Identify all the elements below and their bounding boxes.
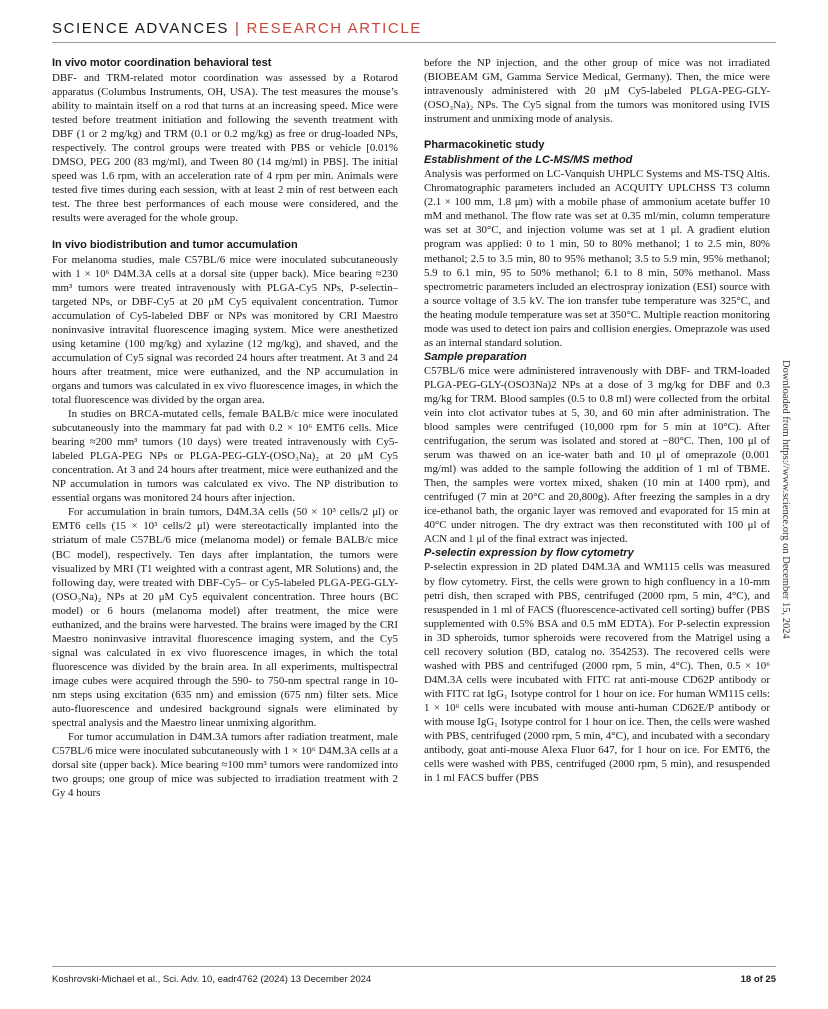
paragraph: For melanoma studies, male C57BL/6 mice were inoculated subcutaneously with 1 × 10⁶ D4M.3A cells at a dorsal site (upper back). Mice bearing ≈230 mm³ tumors were treated intravenously with PLGA-Cy5 NPs, P-selectin–targeted NPs, or DBF-Cy5 at 20 μM Cy5 equivalent concentration. Tumor accumulation of Cy5-labeled DBF or NPs was monitored by CRI Maestro noninvasive intravital fluorescence imaging system. Mice were anesthetized using ketamine (100 mg/kg) and xylazine (12 mg/kg), and shaved, and the accumulation of Cy5 signal was recorded 24 hours after treatment. At 3 and 24 hours after treatment, mice were euthanized, and the NP accumulation in organs and tumors was calculated in ex vivo fluorescence images, in which the total fluorescence was divided by the organ area.: [52, 253, 398, 406]
article-type: RESEARCH ARTICLE: [246, 20, 422, 37]
journal-name: SCIENCE ADVANCES: [52, 20, 230, 37]
citation: Koshrovski-Michael et al., Sci. Adv. 10, eadr4762 (2024) 13 December 2024: [52, 974, 372, 985]
paragraph: Analysis was performed on LC-Vanquish UHPLC Systems and MS-TSQ Altis. Chromatographic parameters included an ACQUITY UPLCHSS T3 column (2.1 × 100 mm, 1.8 μm) with a mobile phase of ammonium acetate buffer 10 mM and methanol. The flow rate was set at 0.35 ml/min, column temperature was set at 30°C, and injection volume was set at 1 μl. A gradient elution program was applied: 0 to 1 min, 50 to 80% methanol; 1 to 2.5 min, 80% methanol; 2.5 to 3.5 min, 80 to 95% methanol; 3.5 to 5.9 min, 95% methanol; 5.9 to 6.1 min, 95 to 50% methanol; 6.1 to 8 min, 50% methanol. Mass spectrometric parameters included an electrospray ionization (ESI) source with a source voltage of 3.5 kV. The ion transfer tube temperature was 325°C, and the heating module temperature was set at 350°C. Multiple reaction monitoring mode was used to detect ion pairs and collision energies. Omeprazole was used as an internal standard solution.: [424, 168, 770, 349]
subheading-sample-preparation: Sample preparation: [424, 350, 527, 363]
paragraph: For accumulation in brain tumors, D4M.3A cells (50 × 10³ cells/2 μl) or EMT6 cells (15 × 10³ cells/2 μl) were stereotactically implanted into the striatum of male C57BL/6 mice (melanoma model) or female BALB/c mice (BC model), respectively. Ten days after implantation, the tumors were visualized by MRI (T1 weighted with a contrast agent, MR Solutions) and, the following day, were treated with DBF-Cy5– or Cy5-labeled PLGA-PEG-GLY-(OSO₃Na)₂ NPs at 20 μM Cy5 equivalent concentration. Three hours (BC model) or 6 hours (melanoma model) after treatment, the mice were euthanized, and the brains were harvested. The brains were imaged by the CRI Maestro noninvasive intravital fluorescence imaging system, and the Cy5 signal was calculated in ex vivo fluorescence images, in which the total fluorescence was divided by the brain area. In all experiments, multispectral image cubes were acquired through the 590- to 750-nm spectral range in 10-nm steps using excitation (635 nm) and emission (675 nm) filter sets. Mice auto-fluorescence and undesired background signals were eliminated by spectral analysis and the Maestro linear unmixing algorithm.: [52, 506, 398, 730]
subheading-flow-cytometry: P-selectin expression by flow cytometry: [424, 547, 634, 560]
paragraph: DBF- and TRM-related motor coordination was assessed by a Rotarod apparatus (Columbus Instruments, OH, USA). The test measures the mouse’s ability to maintain itself on a rod that turns at an increasing speed. Mice were tested before treatment initiation and following the seventh treatment with DBF (1 or 2 mg/kg) and TRM (0.1 or 0.2 mg/kg) as free or drug-loaded NPs, respectively. The control groups were treated with PBS or vehicle [0.01% DMSO, PEG 200 (83 mg/ml), and Tween 80 (14 mg/ml) in PBS]. The initial speed was 1.6 rpm, with an acceleration rate of 4 rpm per min. Animals were tested five times during each session, with at least 2 min of rest between each test. The three best performances of each mouse were considered, and the results were averaged for the whole group.: [52, 72, 398, 225]
running-header: [52, 20, 422, 37]
section-heading-biodistribution: In vivo biodistribution and tumor accumulation: [52, 238, 298, 251]
section-heading-pharmacokinetic: Pharmacokinetic study: [424, 139, 545, 152]
page-number: 18 of 25: [740, 974, 776, 985]
paragraph: For tumor accumulation in D4M.3A tumors after radiation treatment, male C57BL/6 mice were inoculated subcutaneously with 1 × 10⁶ D4M.3A cells at a dorsal site (upper back). Mice bearing ≈100 mm³ tumors were randomized into two groups; one group of mice was subjected to irradiation treatment with 2 Gy 4 hours: [52, 731, 398, 800]
footer-rule: [52, 966, 776, 967]
left-column: [52, 56, 398, 800]
paragraph: before the NP injection, and the other group of mice was not irradiated (BIOBEAM GM, Gamma Service Medical, Germany). Then, the mice were intravenously administered with 20 μM Cy5-labeled PLGA-PEG-GLY-(OSO₃Na)₂ NPs. The Cy5 signal from the tumors was monitored using IVIS instrument and unmixing mode of analysis.: [424, 57, 770, 126]
paragraph: In studies on BRCA-mutated cells, female BALB/c mice were inoculated subcutaneously into the mammary fat pad with 0.2 × 10⁶ EMT6 cells. Mice bearing ≈200 mm³ tumors (10 days) were treated intravenously with Cy5-labeled PLGA-PEG NPs or PLGA-PEG-GLY-(OSO₃Na)₂ at 20 μM Cy5 concentration. At 3 and 24 hours after treatment, mice were euthanized and the NP accumulation in tumors was calculated ex vivo. The NP distribution to essential organs was monitored 24 hours after injection.: [52, 408, 398, 505]
page-footer: [52, 974, 776, 985]
subheading-lcms: Establishment of the LC-MS/MS method: [424, 154, 633, 167]
right-column: [424, 56, 770, 785]
paragraph: P-selectin expression in 2D plated D4M.3A and WM115 cells was measured by flow cytometry. First, the cells were grown to high confluency in a 10-mm petri dish, then scraped with PBS, centrifuged (2000 rpm, 5 min, 4°C), and resuspended in 1 ml of FACS (fluorescence-activated cell sorting) buffer (PBS supplemented with 0.5% BSA and 0.5 mM EDTA). For P-selectin expression in 3D spheroids, tumor spheroids were recovered from the Matrigel using a cell recovery solution (BD, catalog no. 354253). The recovered cells were washed with PBS and centrifuged (2000 rpm, 5 min, 4°C). Then, 0.5 × 10⁶ D4M.3A cells were incubated with FITC rat anti-mouse CD62P antibody or with FITC rat IgG₁ Isotype control for 1 hour on ice. For human WM115 cells: 1 × 10⁶ cells were incubated with mouse anti-human CD62E/P antibody or with mouse IgG₁ Isotype control for 1 hour on ice. Then, the cells were washed with PBS, centrifuged (2000 rpm, 5 min, 4°C), and incubated with a secondary antibody, goat anti-mouse Alexa Fluor 647, for 1 hour on ice. For EMT6, the cells were washed with PBS, centrifuged (2000 rpm, 5 min), and resuspended in 1 ml FACS buffer (PBS: [424, 561, 770, 785]
section-heading-motor: In vivo motor coordination behavioral test: [52, 57, 272, 69]
download-notice: Downloaded from https://www.science.org on December 15, 2024: [780, 360, 791, 639]
header-rule: [52, 42, 776, 43]
header-separator: |: [235, 20, 241, 37]
paragraph: C57BL/6 mice were administered intravenously with DBF- and TRM-loaded PLGA-PEG-GLY-(OSO3Na)2 NPs at a dose of 3 mg/kg for DBF and 0.3 mg/kg for TRM. Blood samples (0.5 to 0.8 ml) were collected from the orbital vein into clot activator tubes at 5, 30, and 60 min after administration. The blood samples were centrifuged (10,000 rpm for 5 min at 10°C). After centrifugation, the serum was isolated and stored at −80°C. Then, 100 μl of serum was thawed on an ice-water bath and 10 μl of omeprazole (0.001 mg/ml) was added to the sample following the addition of 1 ml of TBME. Then, the samples were vortex mixed, shaken (10 min at 1400 rpm), and centrifuged (7 min at 20°C and 20,800g). After freezing the samples in a dry ice-ethanol bath, the organic layer was removed and evaporated for 15 min at 40°C under nitrogen. The dry extract was then reconstituted with 100 μl of ACN and 1 μl of the final extract was injected.: [424, 364, 770, 546]
